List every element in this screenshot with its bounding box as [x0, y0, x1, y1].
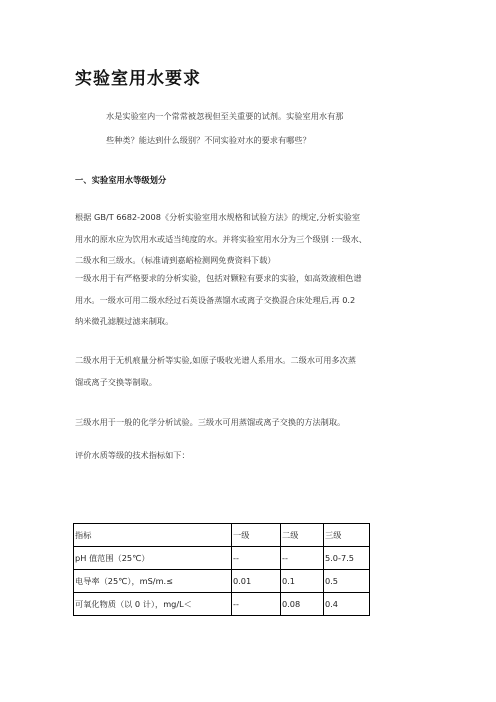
table-cell: 0.5: [324, 570, 370, 593]
paragraph-line: 根据 GB/T 6682-2008《分析实验室用水规格和试验方法》的规定,分析实验室: [75, 212, 361, 222]
table-cell: --: [281, 547, 324, 570]
table-row: [74, 593, 370, 616]
section-heading: 一、实验室用水等级划分: [75, 175, 167, 185]
paragraph-line: 三级水用于一般的化学分析试验。三级水可用蒸馏或离子交换的方法制取。: [75, 417, 346, 427]
table-header-cell: 指标: [74, 524, 232, 547]
table-cell: 0.08: [281, 593, 324, 616]
table-row: [74, 570, 370, 593]
table-header-cell: 一级: [232, 524, 281, 547]
table-row: [74, 547, 370, 570]
water-quality-table: [73, 523, 370, 616]
paragraph-line: 馏或离子交换等制取。: [75, 376, 157, 387]
paragraph-line: 二级水和三级水。（标准请到嘉峪检测网免费资料下载）: [75, 255, 276, 265]
intro-line: 水是实验室内一个常常被忽视但至关重要的试剂。实验室用水有那: [106, 111, 344, 121]
paragraph-line: 用水的原水应为饮用水或适当纯度的水。并将实验室用水分为三个级别 :一级水、: [75, 233, 367, 244]
table-cell: 0.1: [281, 570, 324, 593]
paragraph-grade-three: [75, 412, 425, 434]
table-cell: 电导率（25℃），mS/m.≤: [74, 570, 232, 593]
table-cell: 5.0-7.5: [324, 547, 370, 570]
table-cell: pH 值范围（25℃）: [74, 547, 232, 570]
paragraph-line: 一级水用于有严格要求的分析实验，包括对颗粒有要求的实验，如高效液相色谱: [75, 273, 362, 283]
intro-line: 些种类？能达到什么级别？不同实验对水的要求有哪些？: [106, 135, 311, 145]
paragraph-line: 用水。一级水可用二级水经过石英设备蒸馏水或离子交换混合床处理后,再 0.2: [75, 294, 356, 305]
paragraph-grade-two: [75, 350, 425, 393]
table-cell: 0.01: [232, 570, 281, 593]
document-title: 实验室用水要求: [75, 69, 201, 89]
table-cell: --: [232, 593, 281, 616]
table-cell: --: [232, 547, 281, 570]
paragraph-grade-one: [75, 268, 425, 333]
intro-paragraph: [106, 104, 406, 152]
paragraph-line: 二级水用于无机痕量分析等实验,如原子吸收光谱人系用水。二级水可用多次蒸: [75, 355, 356, 365]
paragraph-table-intro: [75, 445, 425, 467]
paragraph-standard: [75, 207, 425, 272]
table-cell: 可氧化物质（以 0 计），mg/L＜: [74, 593, 232, 616]
table-header-cell: 二级: [281, 524, 324, 547]
paragraph-line: 评价水质等级的技术指标如下：: [75, 450, 190, 460]
table-header-cell: 三级: [324, 524, 370, 547]
table-cell: 0.4: [324, 593, 370, 616]
table-header-row: [74, 524, 370, 547]
paragraph-line: 纳米微孔滤膜过滤来制取。: [75, 316, 174, 326]
